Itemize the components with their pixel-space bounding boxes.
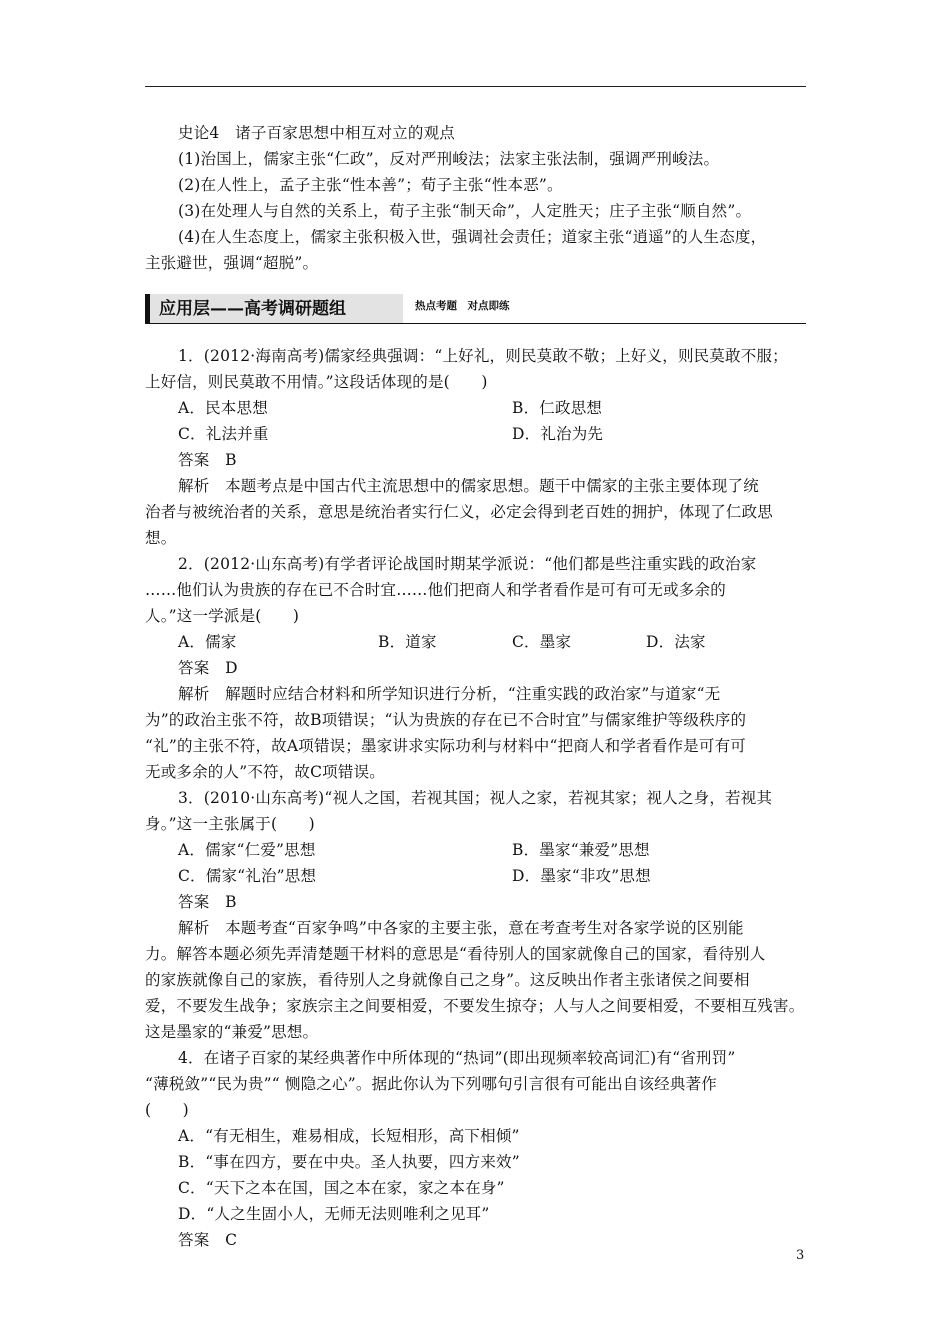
text-line: A．“有无相生，难易相成，长短相形，高下相倾” bbox=[178, 1127, 520, 1145]
text-line: D．礼治为先 bbox=[512, 425, 604, 443]
text-line: 解析 本题考点是中国古代主流思想中的儒家思想。题干中儒家的主张主要体现了统 bbox=[178, 477, 759, 495]
text-line: 解析 解题时应结合材料和所学知识进行分析，“注重实践的政治家”与道家“无 bbox=[178, 685, 721, 703]
text-line: 2．(2012·山东高考)有学者评论战国时期某学派说：“他们都是些注重实践的政治家 bbox=[178, 555, 757, 573]
text-line: “礼”的主张不符，故A项错误；墨家讲求实际功利与材料中“把商人和学者看作是可有可 bbox=[145, 737, 746, 755]
page-number: 3 bbox=[796, 1248, 805, 1263]
text-line: 3．(2010·山东高考)“视人之国，若视其国；视人之家，若视其家；视人之身，若视其 bbox=[178, 789, 773, 807]
section-title-box bbox=[145, 294, 403, 324]
text-line: ……他们认为贵族的存在已不合时宜……他们把商人和学者看作是可有可无或多余的 bbox=[145, 581, 726, 599]
section-subtitle: 热点考题 对点即练 bbox=[415, 300, 510, 312]
text-line: 解析 本题考查“百家争鸣”中各家的主要主张，意在考查考生对各家学说的区别能 bbox=[178, 919, 744, 937]
text-line: 这是墨家的“兼爱”思想。 bbox=[145, 1023, 319, 1041]
text-line: D．法家 bbox=[646, 633, 706, 651]
text-line: (4)在人生态度上，儒家主张积极入世，强调社会责任；道家主张“逍遥”的人生态度， bbox=[178, 228, 767, 246]
text-line: B．墨家“兼爱”思想 bbox=[512, 841, 650, 859]
text-line: 力。解答本题必须先弄清楚题干材料的意思是“看待别人的国家就像自己的国家，看待别人 bbox=[145, 945, 766, 963]
text-line: B．“事在四方，要在中央。圣人执要，四方来效” bbox=[178, 1153, 520, 1171]
text-line: B．道家 bbox=[378, 633, 437, 651]
section-title: 应用层——高考调研题组 bbox=[159, 299, 346, 319]
text-line: C．“天下之本在国，国之本在家，家之本在身” bbox=[178, 1179, 505, 1197]
text-line: 为”的政治主张不符，故B项错误；“认为贵族的存在已不合时宜”与儒家维护等级秩序的 bbox=[145, 711, 747, 729]
text-line: (2)在人性上，孟子主张“性本善”；荀子主张“性本恶”。 bbox=[178, 176, 563, 194]
text-line: 身。”这一主张属于( ) bbox=[145, 815, 315, 833]
text-line: C．礼法并重 bbox=[178, 425, 269, 443]
section-rule bbox=[145, 323, 806, 324]
text-line: A．儒家 bbox=[178, 633, 237, 651]
text-line: 4．在诸子百家的某经典著作中所体现的“热词”(即出现频率较高词汇)有“省刑罚” bbox=[178, 1049, 736, 1067]
text-line: 答案 B bbox=[178, 893, 237, 911]
header-rule bbox=[145, 86, 806, 87]
text-line: “薄税敛”“民为贵”“ 恻隐之心”。据此你认为下列哪句引言很有可能出自该经典著作 bbox=[145, 1075, 717, 1093]
text-line: A．儒家“仁爱”思想 bbox=[178, 841, 316, 859]
text-line: A．民本思想 bbox=[178, 399, 268, 417]
text-line: D．“人之生固小人，无师无法则唯利之见耳” bbox=[178, 1205, 490, 1223]
text-line: 1．(2012·海南高考)儒家经典强调：“上好礼，则民莫敢不敬；上好义，则民莫敢不服； bbox=[178, 347, 788, 365]
text-line: 的家族就像自己的家族，看待别人之身就像自己之身”。这反映出作者主张诸侯之间要相 bbox=[145, 971, 750, 989]
text-line: C．墨家 bbox=[512, 633, 572, 651]
text-line: (1)治国上，儒家主张“仁政”，反对严刑峻法；法家主张法制，强调严刑峻法。 bbox=[178, 150, 720, 168]
text-line: 人。”这一学派是( ) bbox=[145, 607, 300, 625]
text-line: 无或多余的人”不符，故C项错误。 bbox=[145, 763, 385, 781]
text-line: (3)在处理人与自然的关系上，荀子主张“制天命”，人定胜天；庄子主张“顺自然”。 bbox=[178, 202, 752, 220]
text-line: 答案 D bbox=[178, 659, 238, 677]
text-line: D．墨家“非攻”思想 bbox=[512, 867, 651, 885]
text-line: 爱，不要发生战争；家族宗主之间要相爱，不要发生掠夺；人与人之间要相爱，不要相互残害。 bbox=[145, 997, 805, 1015]
text-line: 主张避世，强调“超脱”。 bbox=[145, 254, 319, 272]
text-line: 上好信，则民莫敢不用情。”这段话体现的是( ) bbox=[145, 373, 488, 391]
section-header bbox=[145, 294, 806, 324]
text-line: 治者与被统治者的关系，意思是统治者实行仁义，必定会得到老百姓的拥护，体现了仁政思 bbox=[145, 503, 774, 521]
text-line: B．仁政思想 bbox=[512, 399, 603, 417]
text-line: C．儒家“礼治”思想 bbox=[178, 867, 317, 885]
text-line: ( ) bbox=[145, 1101, 189, 1119]
text-line: 想。 bbox=[145, 529, 177, 547]
text-line: 答案 B bbox=[178, 451, 237, 469]
text-line: 答案 C bbox=[178, 1231, 238, 1249]
text-line: 史论4 诸子百家思想中相互对立的观点 bbox=[178, 124, 455, 142]
